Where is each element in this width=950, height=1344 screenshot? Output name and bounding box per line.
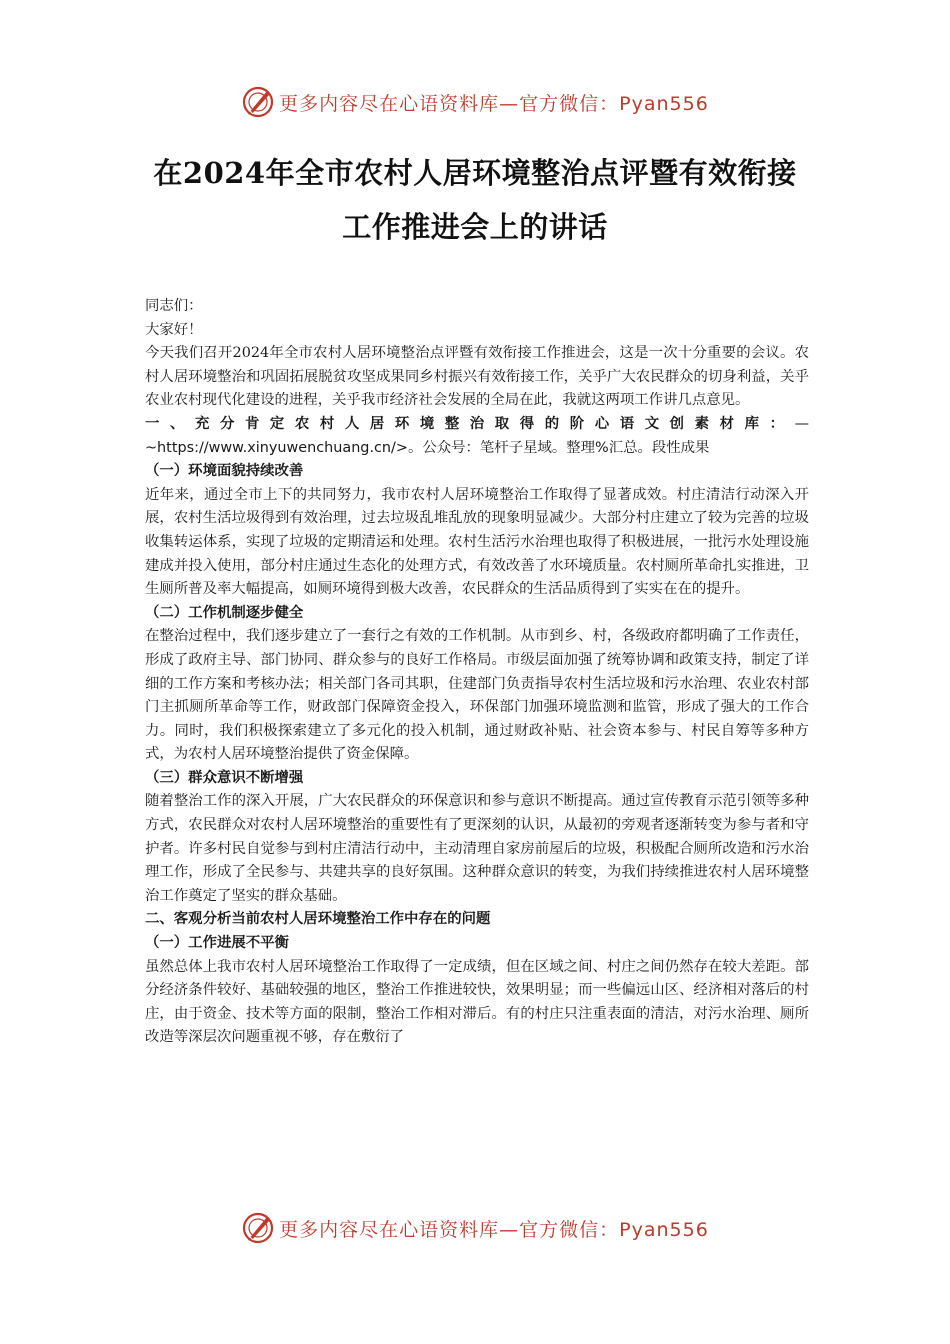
section-2-heading: 二、客观分析当前农村人居环境整治工作中存在的问题 bbox=[145, 911, 491, 928]
subsection-1-2-heading: （二）工作机制逐步健全 bbox=[145, 604, 304, 621]
subsection-2-1-heading: （一）工作进展不平衡 bbox=[145, 935, 289, 952]
section-1-heading-rest: —~https://www.xinyuwenchuang.cn/>。公众号：笔杆子星域。整理%汇总。段性成果 bbox=[145, 415, 809, 456]
subsection-1-3-heading: （三）群众意识不断增强 bbox=[145, 769, 304, 786]
document-body bbox=[145, 295, 809, 1050]
quill-logo-icon bbox=[241, 85, 275, 119]
greeting: 大家好！ bbox=[145, 321, 203, 338]
subsection-2-1-text: 虽然总体上我市农村人居环境整治工作取得了一定成绩，但在区域之间、村庄之间仍然存在较大差距。部分经济条件较好、基础较强的地区，整治工作推进较快，效果明显；而一些偏远山区、经济相对落后的村庄，由于资金、技术等方面的限制，整治工作相对滞后。有的村庄只注重表面的清洁，对污水治理、厕所改造等深层次问题重视不够，存在敷衍了 bbox=[145, 958, 809, 1046]
section-1-heading-bold: 一、充分肯定农村人居环境整治取得的阶心语文创素材库： bbox=[145, 415, 795, 432]
subsection-1-3-text: 随着整治工作的深入开展，广大农民群众的环保意识和参与意识不断提高。通过宣传教育示范引领等多种方式，农民群众对农村人居环境整治的重要性有了更深刻的认识，从最初的旁观者逐渐转变为参与者和守护者。许多村民自觉参与到村庄清洁行动中，主动清理自家房前屋后的垃圾，积极配合厕所改造和污水治理工作，形成了全民参与、共建共享的良好氛围。这种群众意识的转变，为我们持续推进农村人居环境整治工作奠定了坚实的群众基础。 bbox=[145, 793, 809, 904]
banner-text: 更多内容尽在心语资料库—官方微信：Pyan556 bbox=[279, 1218, 709, 1241]
subsection-1-1-text: 近年来，通过全市上下的共同努力，我市农村人居环境整治工作取得了显著成效。村庄清洁行动深入开展，农村生活垃圾得到有效治理，过去垃圾乱堆乱放的现象明显减少。大部分村庄建立了较为完善的垃圾收集转运体系，实现了垃圾的定期清运和处理。农村生活污水治理也取得了积极进展，一批污水处理设施建成并投入使用，部分村庄通过生态化的处理方式，有效改善了水环境质量。农村厕所革命扎实推进，卫生厕所普及率大幅提高，如厕环境得到极大改善，农民群众的生活品质得到了实实在在的提升。 bbox=[145, 486, 809, 598]
subsection-1-2-text: 在整治过程中，我们逐步建立了一套行之有效的工作机制。从市到乡、村，各级政府都明确了工作责任，形成了政府主导、部门协同、群众参与的良好工作格局。市级层面加强了统筹协调和政策支持，制定了详细的工作方案和考核办法；相关部门各司其职，住建部门负责指导农村生活垃圾和污水治理、农业农村部门主抓厕所革命等工作，财政部门保障资金投入，环保部门加强环境监测和监管，形成了强大的工作合力。同时，我们积极探索建立了多元化的投入机制，通过财政补贴、社会资本参与、村民自筹等多种方式，为农村人居环境整治提供了资金保障。 bbox=[145, 628, 809, 763]
header-watermark-banner bbox=[0, 82, 950, 122]
intro-paragraph: 今天我们召开2024年全市农村人居环境整治点评暨有效衔接工作推进会，这是一次十分重要的会议。农村人居环境整治和巩固拓展脱贫攻坚成果同乡村振兴有效衔接工作，关乎广大农民群众的切身利益，关乎农业农村现代化建设的进程，关乎我市经济社会发展的全局在此，我就这两项工作讲几点意见。 bbox=[145, 345, 809, 409]
footer-watermark-banner bbox=[0, 1208, 950, 1248]
document-title: 在2024年全市农村人居环境整治点评暨有效衔接工作推进会上的讲话 bbox=[153, 156, 797, 244]
salutation: 同志们： bbox=[145, 298, 203, 314]
subsection-1-1-heading: （一）环境面貌持续改善 bbox=[145, 463, 304, 480]
section-1-heading bbox=[145, 413, 809, 460]
quill-logo-icon bbox=[241, 1211, 275, 1245]
banner-text: 更多内容尽在心语资料库—官方微信：Pyan556 bbox=[279, 92, 709, 115]
